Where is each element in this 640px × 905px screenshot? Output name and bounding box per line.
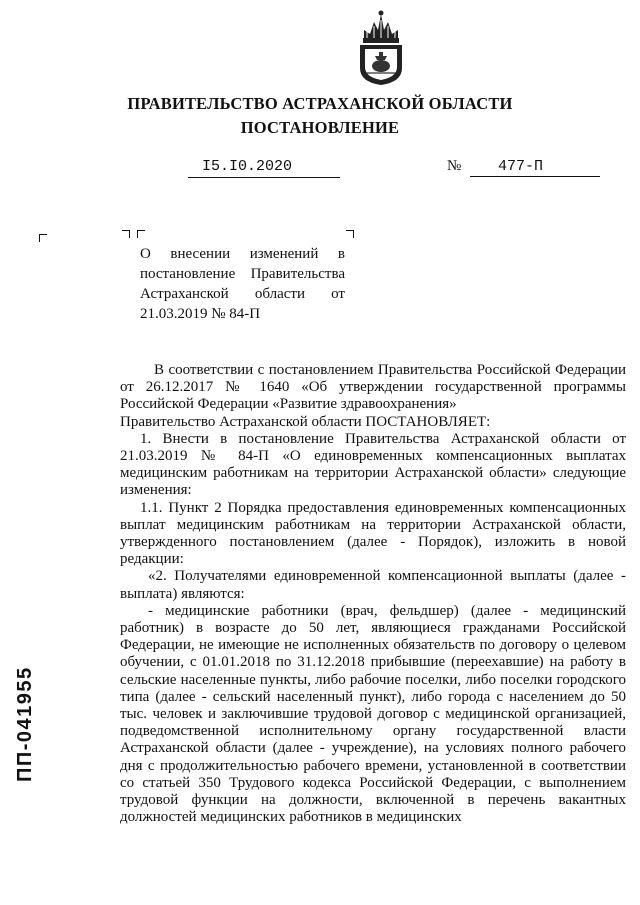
quote-intro-paragraph: «2. Получателями единовременной компенсационной выплаты (далее - выплата) являются: bbox=[120, 568, 626, 602]
corner-mark-subject-right bbox=[346, 230, 354, 238]
registration-stamp: ПП-041955 bbox=[14, 666, 36, 782]
document-type-title: ПОСТАНОВЛЕНИЕ bbox=[240, 118, 400, 137]
item-1-paragraph: 1. Внести в постановление Правительства Астраханской области от 21.03.2019 № 84-П «О единовременных компенсационных выплатах медицинским работникам на территории Астраханской области» следующие изменения: bbox=[120, 430, 626, 499]
recipient-bullet-paragraph: - медицинские работники (врач, фельдшер) (далее - медицинский работник) в возрасте до 50 лет, являющиеся гражданами Российской Федерации, не имеющие не исполненных обязательств по договору о целевом обучении, с 01.01.2018 по 31.12.2018 прибывшие (переехавшие) на работу в сельские населенные пункты, либо рабочие поселки, либо поселки городского типа (далее - сельский населенный пункт), либо города с населением до 50 тыс. человек и заключившие трудовой договор с медицинской организацией, подведомственной исполнительному органу государственной власти Астраханской области (далее - учреждение), на условиях полного рабочего дня с продолжительностью рабочего времени, установленной в соответствии со статьей 350 Трудового кодекса Российской Федерации, с выполнением трудовой функции на должности, включенной в перечень вакантных должностей медицинских работников в медицинских bbox=[120, 602, 626, 826]
coat-of-arms-emblem bbox=[356, 8, 406, 86]
government-title: ПРАВИТЕЛЬСТВО АСТРАХАНСКОЙ ОБЛАСТИ bbox=[127, 94, 513, 113]
number-label: № bbox=[447, 158, 462, 174]
document-body bbox=[120, 362, 626, 826]
corner-mark-subject-left-b bbox=[137, 230, 145, 238]
corner-mark-left bbox=[39, 234, 47, 242]
document-date: I5.I0.2020 bbox=[188, 158, 340, 178]
document-number: 477-П bbox=[470, 158, 600, 177]
corner-mark-subject-left-a bbox=[122, 230, 130, 238]
item-1-1-paragraph: 1.1. Пункт 2 Порядка предоставления единовременных компенсационных выплат медицинским работникам на территории Астраханской области, утвержденного постановлением (далее - Порядок), изложить в новой редакции: bbox=[120, 499, 626, 568]
preamble-paragraph: В соответствии с постановлением Правительства Российской Федерации от 26.12.2017 № 1640 «Об утверждении государственной программы Российской Федерации «Развитие здравоохранения» bbox=[120, 362, 626, 413]
document-subject: О внесении изменений в постановление Правительства Астраханской области от 21.03.2019 № 84-П bbox=[140, 246, 345, 322]
resolves-line: Правительство Астраханской области ПОСТАНОВЛЯЕТ: bbox=[120, 413, 491, 430]
